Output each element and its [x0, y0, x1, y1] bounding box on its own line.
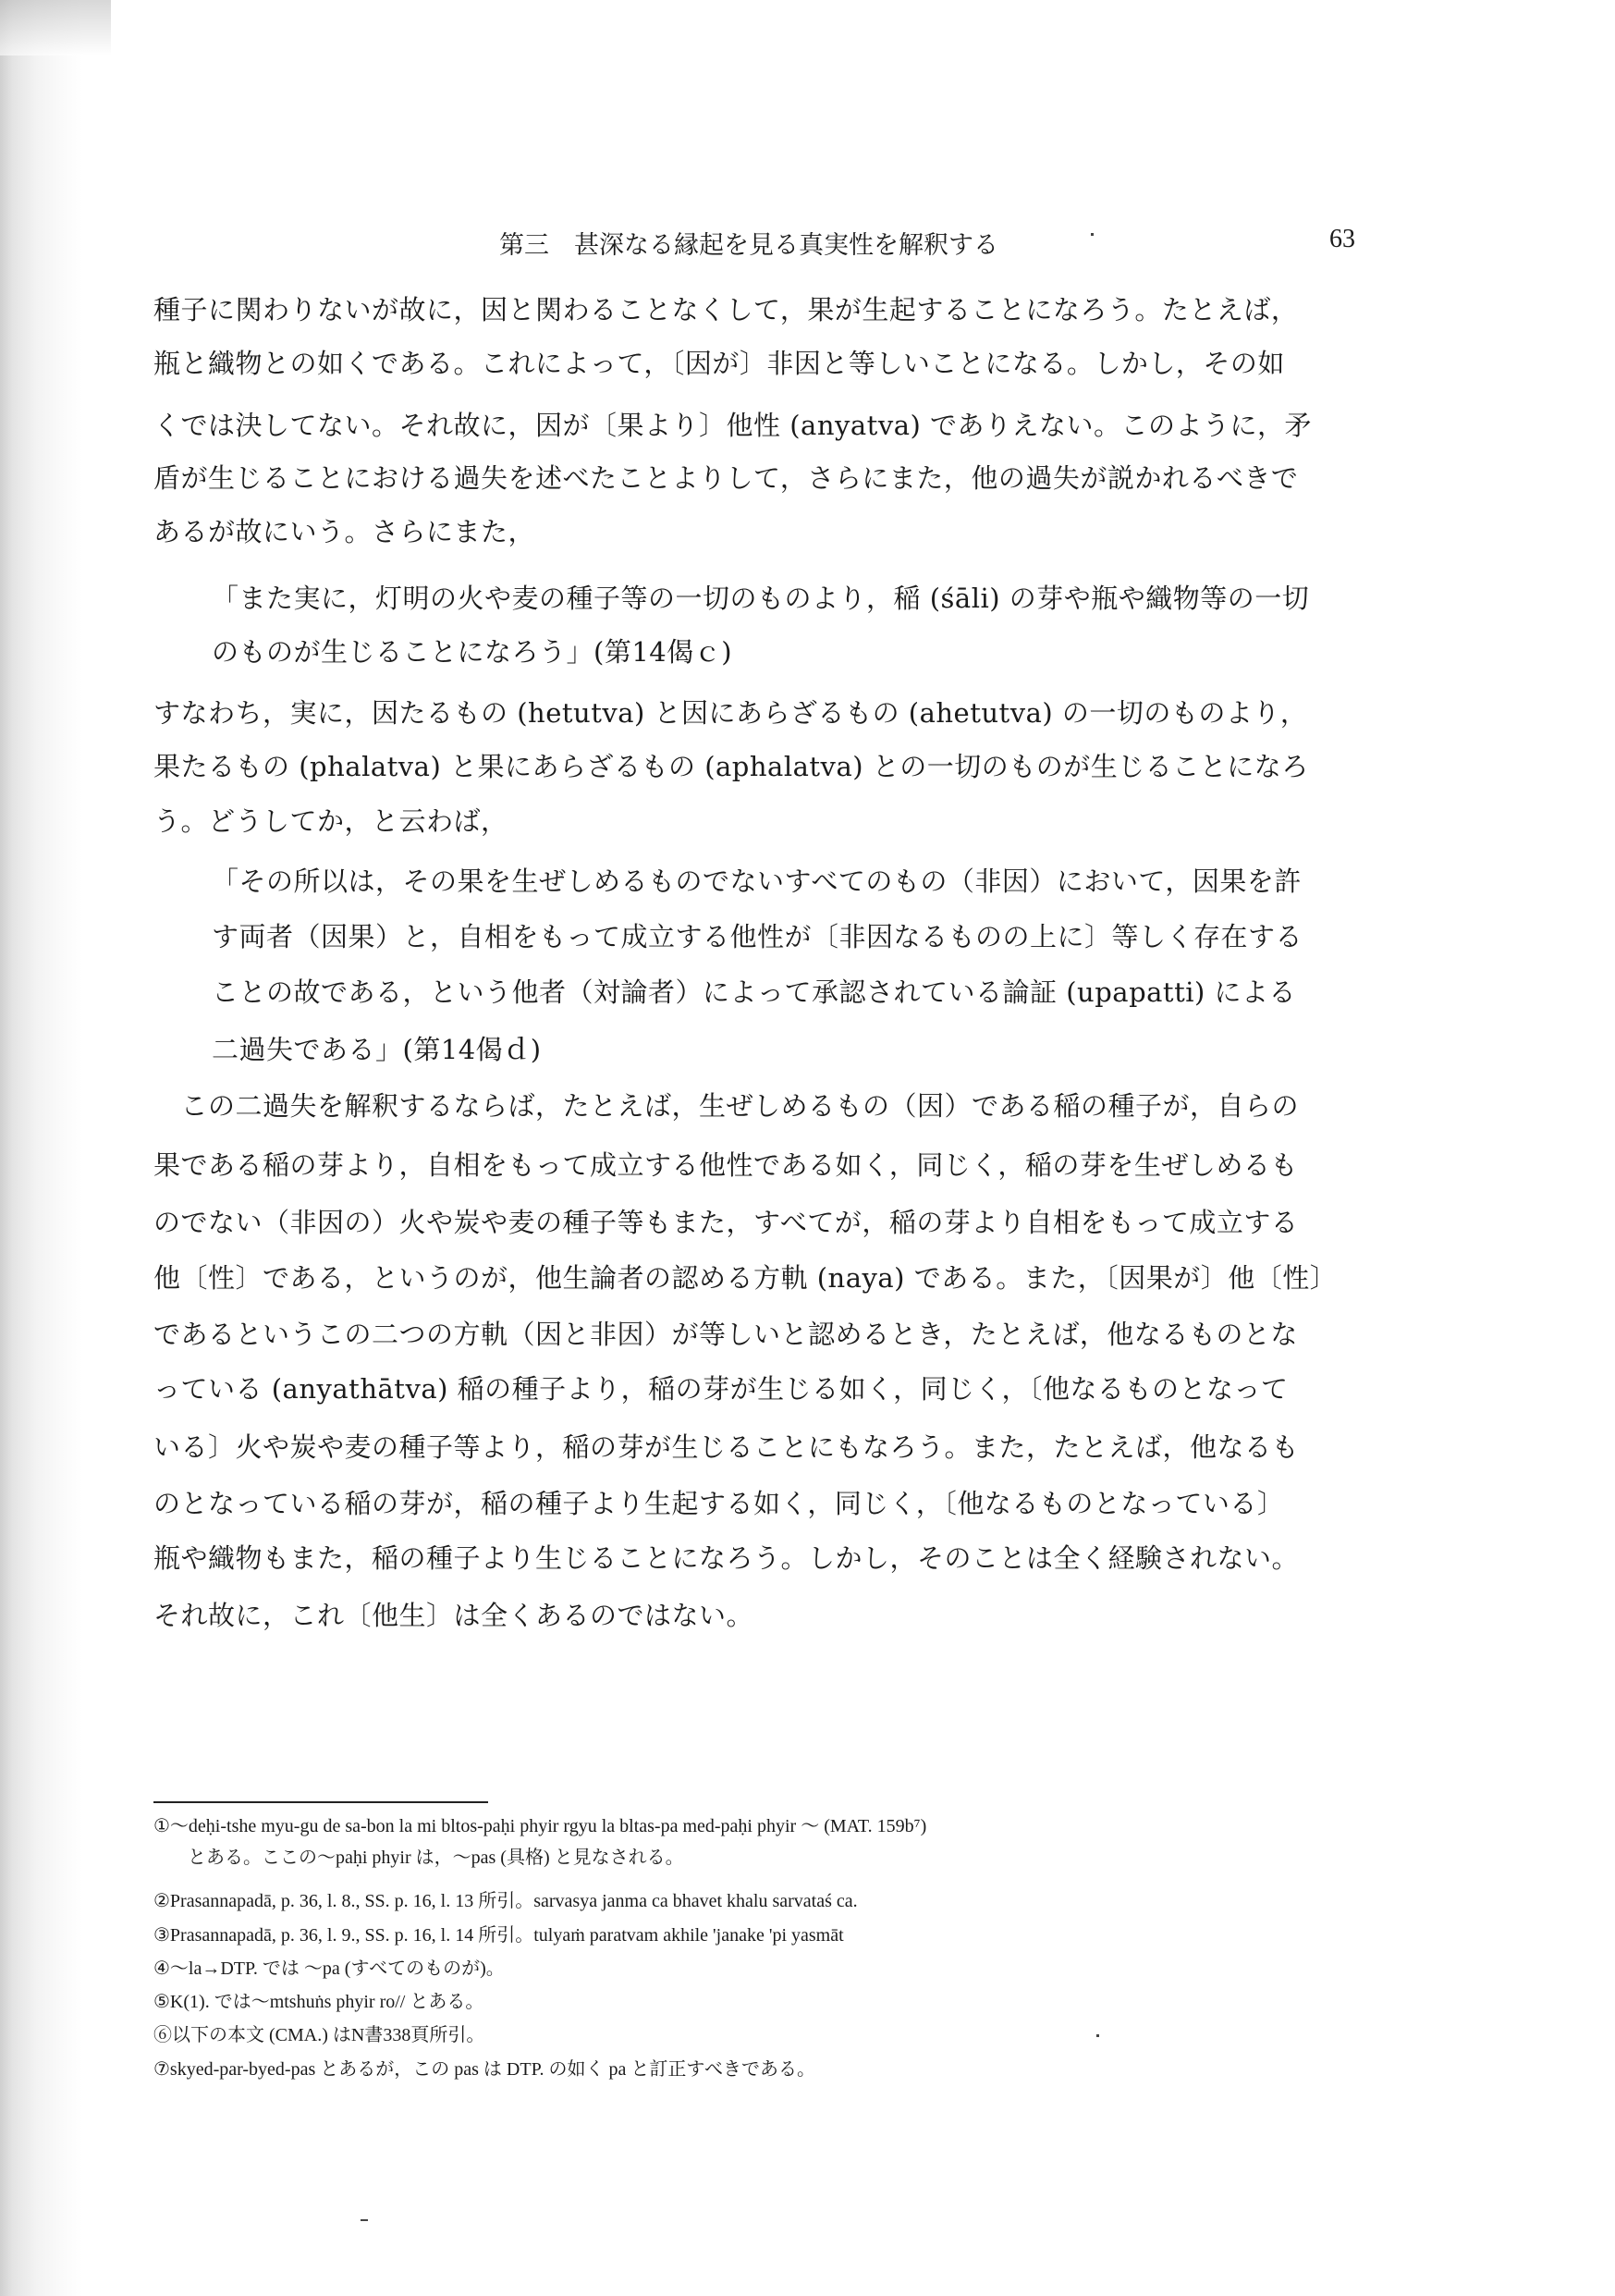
chapter-title: 第三 甚深なる縁起を見る真実性を解釈する	[499, 231, 998, 260]
footnote: ③Prasannapadā, p. 36, l. 9., SS. p. 16, l. 14 所引。tulyaṁ paratvam akhile 'janake 'pi yasmāt	[153, 1925, 844, 1946]
footnote: ①～deḥi-tshe myu-gu de sa-bon la mi bltos-paḥi phyir rgyu la bltas-pa med-paḥi phyir ～ (MAT. 159b⁷)	[153, 1816, 927, 1836]
body-line: う。どうしてか，と云わば，	[153, 805, 508, 837]
footnote: ⑤K(1). では～mtshuṅs phyir ro// とある。	[153, 1992, 484, 2012]
footnote: ⑥以下の本文 (CMA.) はN書338頁所引。	[153, 2025, 485, 2045]
body-line: 種子に関わりないが故に，因と関わることなくして，果が生起することになろう。たとえば，	[153, 294, 1299, 325]
body-line: この二過失を解釈するならば，たとえば，生ぜしめるもの（因）である稲の種子が，自らの	[153, 1090, 1300, 1122]
verse-quote-line: す両者（因果）と，自相をもって成立する他性が〔非因なるものの上に〕等しく存在する	[212, 921, 1303, 952]
body-line: くでは決してない。それ故に，因が〔果より〕他性 (anyatva) でありえない。このように，矛	[153, 410, 1313, 441]
body-line: それ故に，これ〔他生〕は全くあるのではない。	[153, 1600, 754, 1631]
footnote: ②Prasannapadā, p. 36, l. 8., SS. p. 16, l. 13 所引。sarvasya janma ca bhavet khalu sarvataś ca.	[153, 1891, 858, 1911]
scan-speck	[1091, 233, 1094, 236]
scan-shadow-edge	[0, 0, 83, 2296]
scan-speck	[1096, 2034, 1099, 2037]
footnote-rule	[153, 1801, 488, 1803]
body-line: すなわち，実に，因たるもの (hetutva) と因にあらざるもの (ahetutva) の一切のものより，	[153, 697, 1308, 729]
page-number: 63	[1329, 225, 1355, 253]
body-line: であるというこの二つの方軌（因と非因）が等しいと認めるとき，たとえば，他なるものとな	[153, 1319, 1298, 1350]
verse-quote-line: 「また実に，灯明の火や麦の種子等の一切のものより，稲 (śāli) の芽や瓶や織物等の一切	[212, 583, 1310, 614]
body-line: 盾が生じることにおける過失を述べたことよりして，さらにまた，他の過失が説かれるべきで	[153, 462, 1299, 494]
body-line: のとなっている稲の芽が，稲の種子より生起する如く，同じく，〔他なるものとなっている〕	[153, 1488, 1285, 1519]
body-line: 瓶や織物もまた，稲の種子より生じることになろう。しかし，そのことは全く経験されない。	[153, 1542, 1300, 1574]
body-line: のでない（非因の）火や炭や麦の種子等もまた，すべてが，稲の芽より自相をもって成立する	[153, 1207, 1299, 1238]
footnote-continuation: とある。ここの～paḥi phyir は，～pas (具格) と見なされる。	[188, 1848, 684, 1868]
body-line: 果たるもの (phalatva) と果にあらざるもの (aphalatva) との一切のものが生じることになろ	[153, 751, 1309, 782]
verse-quote-line: 二過失である」(第14偈ｄ)	[212, 1034, 542, 1065]
verse-quote-line: 「その所以は，その果を生ぜしめるものでないすべてのもの（非因）において，因果を許	[212, 866, 1302, 897]
footnote: ⑦skyed-par-byed-pas とあるが，この pas は DTP. の如く pa と訂正すべきである。	[153, 2059, 815, 2080]
body-line: 果である稲の芽より，自相をもって成立する他性である如く，同じく，稲の芽を生ぜしめるも	[153, 1149, 1298, 1181]
running-header	[157, 225, 1359, 262]
body-line: いる〕火や炭や麦の種子等より，稲の芽が生じることにもなろう。また，たとえば，他なるも	[153, 1431, 1300, 1463]
verse-quote-line: ことの故である，という他者（対論者）によって承認されている論証 (upapatti) による	[212, 976, 1297, 1008]
footnote: ④～la→DTP. では ～pa (すべてのものが)。	[153, 1958, 505, 1979]
body-line: っている (anyathātva) 稲の種子より，稲の芽が生じる如く，同じく，〔他なるものとなって	[153, 1373, 1289, 1405]
body-line: 瓶と織物との如くである。これによって，〔因が〕非因と等しいことになる。しかし，その如	[153, 348, 1285, 379]
verse-quote-line: のものが生じることになろう」(第14偈ｃ)	[212, 636, 733, 668]
scan-speck	[361, 2219, 368, 2221]
scan-shadow-corner	[0, 0, 111, 55]
body-line: 他〔性〕である，というのが，他生論者の認める方軌 (naya) である。また，〔因果が〕他〔性〕	[153, 1262, 1338, 1294]
body-line: あるが故にいう。さらにまた，	[153, 516, 536, 547]
